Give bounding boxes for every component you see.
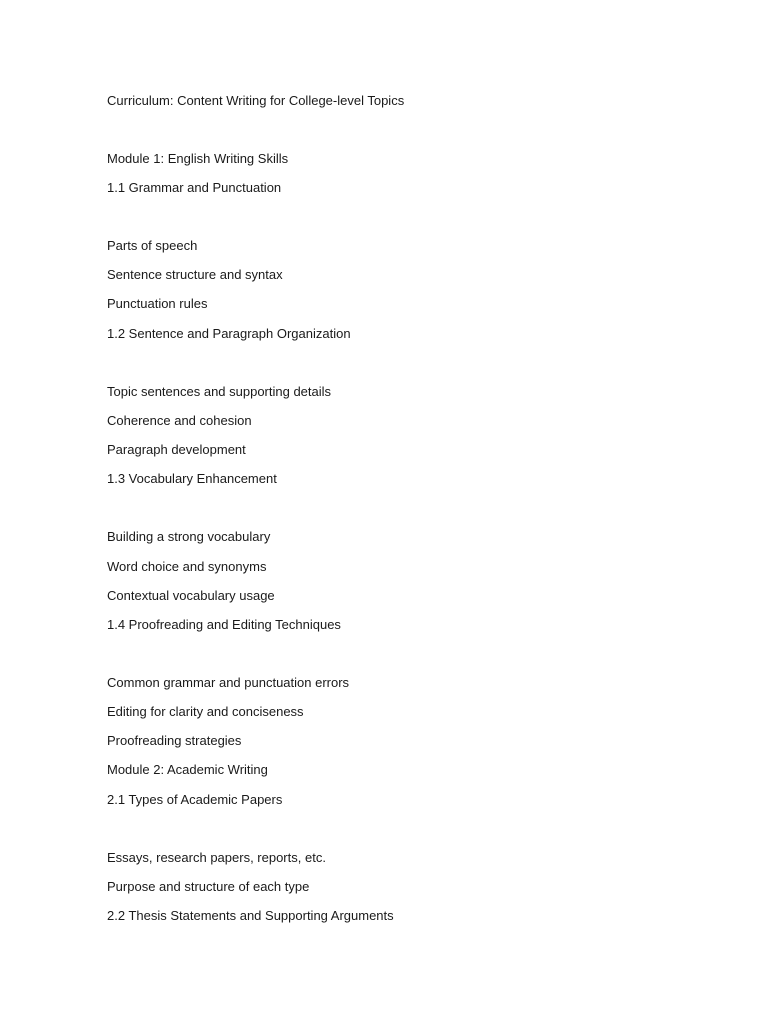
document-title: Curriculum: Content Writing for College-level Topics <box>107 93 405 108</box>
list-item: Topic sentences and supporting details <box>107 384 332 399</box>
list-item: Coherence and cohesion <box>107 413 252 428</box>
section-heading: 1.2 Sentence and Paragraph Organization <box>107 326 351 341</box>
module-heading: Module 2: Academic Writing <box>107 762 268 777</box>
section-heading: 2.2 Thesis Statements and Supporting Arguments <box>107 908 394 923</box>
list-item: Essays, research papers, reports, etc. <box>107 850 326 865</box>
list-item: Common grammar and punctuation errors <box>107 675 350 690</box>
list-item: Building a strong vocabulary <box>107 529 271 544</box>
list-item: Sentence structure and syntax <box>107 267 283 282</box>
list-item: Contextual vocabulary usage <box>107 588 275 603</box>
section-heading: 1.3 Vocabulary Enhancement <box>107 471 277 486</box>
list-item: Paragraph development <box>107 442 246 457</box>
list-item: Punctuation rules <box>107 296 208 311</box>
section-heading: 1.1 Grammar and Punctuation <box>107 180 282 195</box>
section-heading: 1.4 Proofreading and Editing Techniques <box>107 617 341 632</box>
list-item: Purpose and structure of each type <box>107 879 310 894</box>
section-heading: 2.1 Types of Academic Papers <box>107 792 283 807</box>
list-item: Proofreading strategies <box>107 733 242 748</box>
module-heading: Module 1: English Writing Skills <box>107 151 289 166</box>
list-item: Parts of speech <box>107 238 198 253</box>
list-item: Editing for clarity and conciseness <box>107 704 304 719</box>
list-item: Word choice and synonyms <box>107 559 267 574</box>
